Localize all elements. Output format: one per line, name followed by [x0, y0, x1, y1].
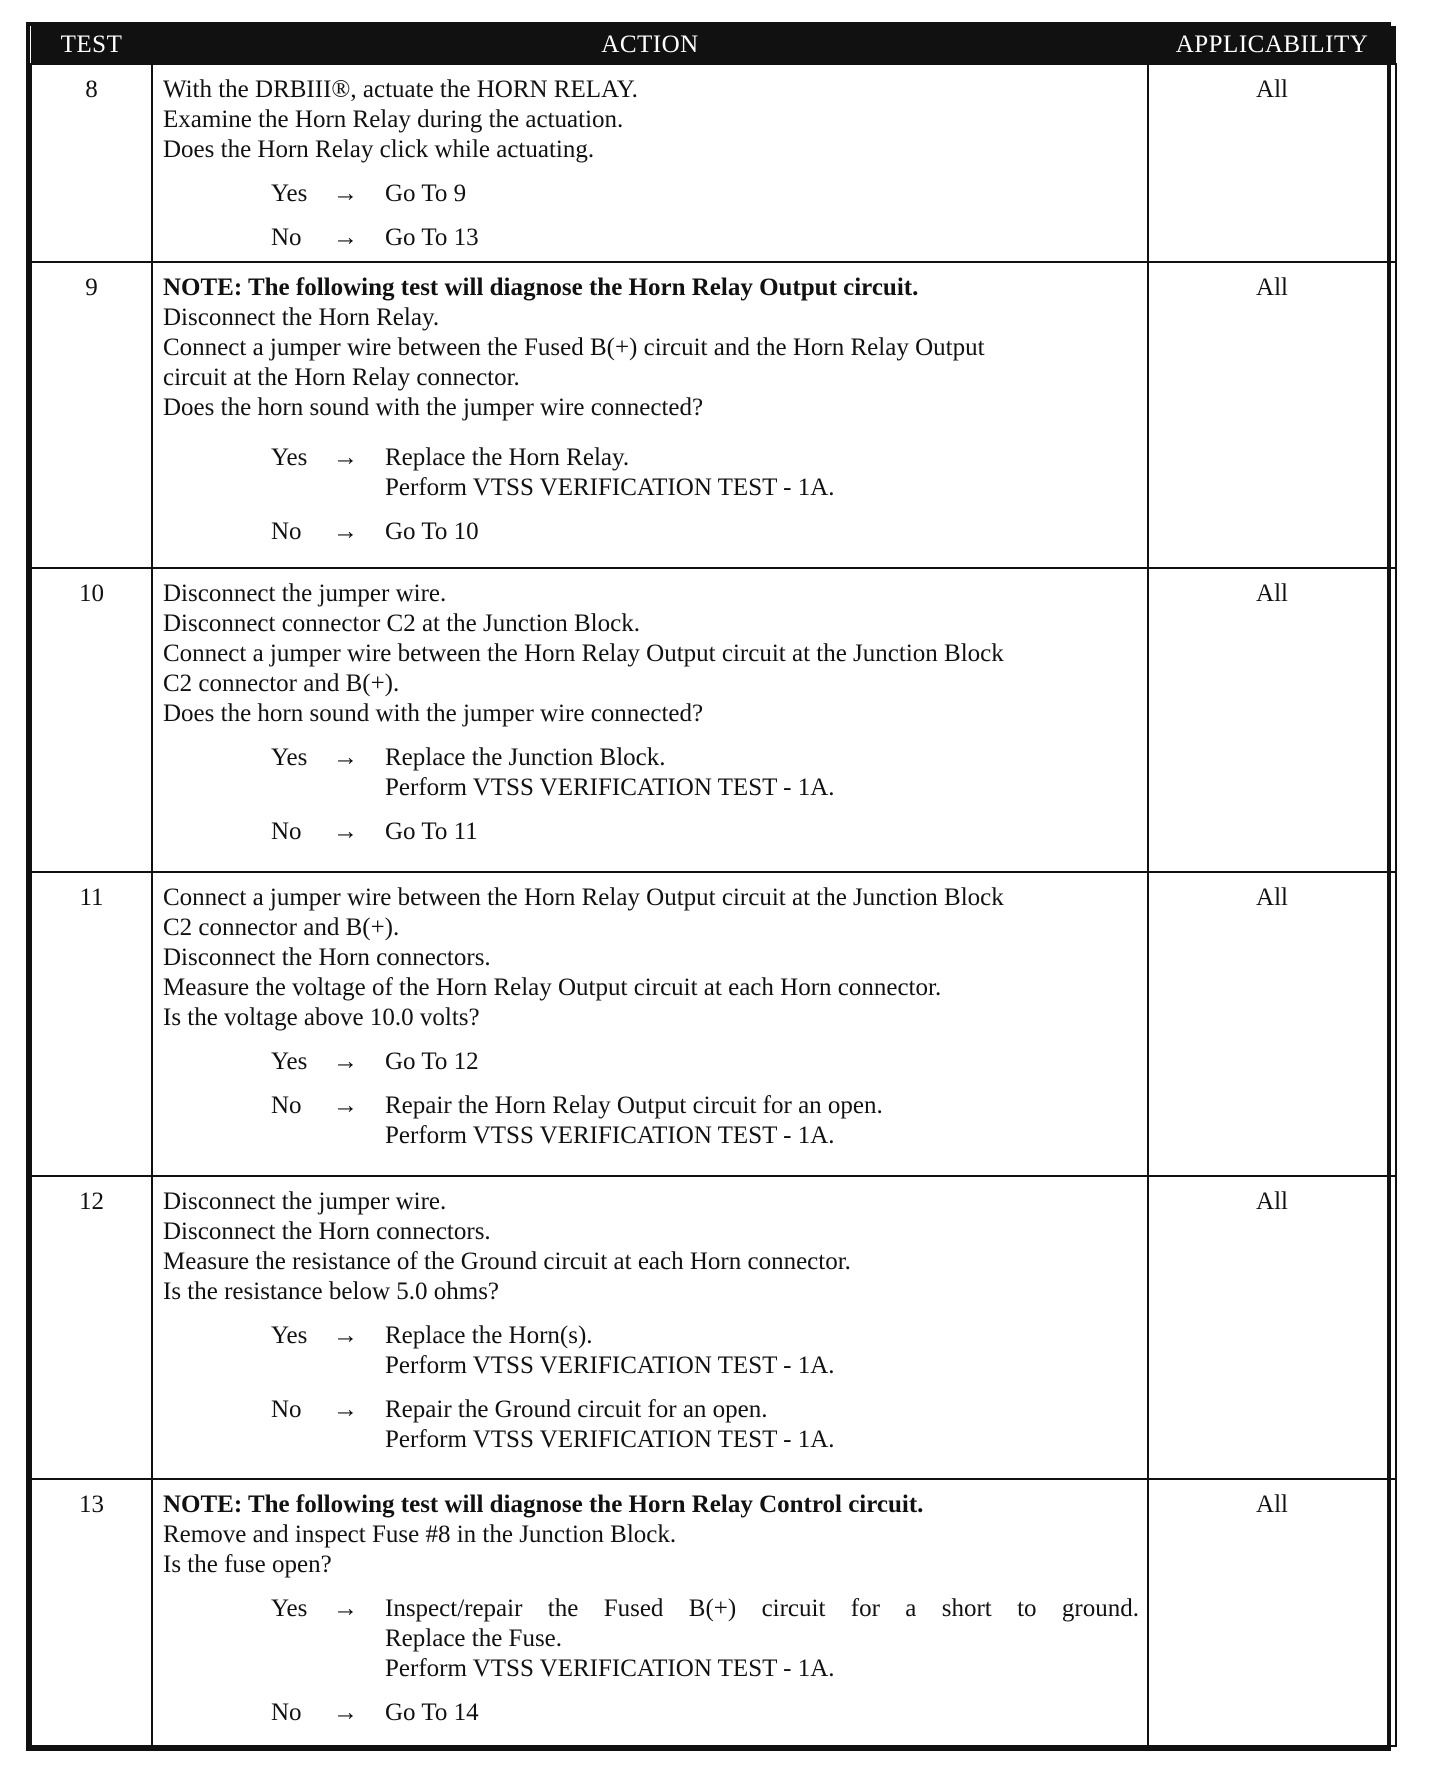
result-line: Go To 14	[385, 1699, 479, 1726]
action-line: Is the resistance below 5.0 ohms?	[163, 1278, 500, 1305]
no-result	[385, 517, 1139, 547]
no-outcome	[163, 1698, 1139, 1728]
yes-outcome	[163, 1047, 1139, 1077]
test-number: 8	[31, 64, 152, 262]
action-line: Disconnect the jumper wire.	[163, 1188, 447, 1215]
no-label: No	[271, 1092, 302, 1119]
result-line: Replace the Horn(s).	[385, 1322, 593, 1349]
note-line: NOTE: The following test will diagnose the Horn Relay Control circuit.	[163, 1491, 924, 1518]
no-outcome	[163, 517, 1139, 547]
test-number: 12	[31, 1176, 152, 1479]
result-line: Perform VTSS VERIFICATION TEST - 1A.	[385, 1352, 835, 1379]
no-result	[385, 817, 1139, 847]
yes-outcome	[163, 179, 1139, 209]
diagnostic-table	[30, 26, 1397, 1747]
action-line: Examine the Horn Relay during the actuation.	[163, 106, 624, 133]
action-line: Remove and inspect Fuse #8 in the Junction Block.	[163, 1521, 677, 1548]
result-line: Replace the Horn Relay.	[385, 444, 630, 471]
action-line: Measure the voltage of the Horn Relay Output circuit at each Horn connector.	[163, 974, 942, 1001]
action-line: Disconnect connector C2 at the Junction Block.	[163, 610, 640, 637]
test-row-10	[31, 568, 1396, 872]
action-line: Connect a jumper wire between the Horn Relay Output circuit at the Junction Block	[163, 640, 1004, 667]
action-cell	[152, 872, 1148, 1176]
table-header-row	[31, 26, 1396, 64]
arrow-right-icon: →	[333, 518, 358, 545]
arrow-right-icon: →	[333, 818, 358, 845]
no-label: No	[271, 1396, 302, 1423]
result-line: Go To 13	[385, 224, 479, 251]
applicability-value: All	[1148, 1176, 1396, 1479]
note-line: NOTE: The following test will diagnose the Horn Relay Output circuit.	[163, 274, 919, 301]
yes-result	[385, 1594, 1139, 1684]
yes-outcome	[163, 743, 1139, 803]
arrow-right-icon: →	[333, 1595, 358, 1622]
header-applicability: APPLICABILITY	[1148, 26, 1396, 64]
arrow-right-icon: →	[333, 224, 358, 251]
arrow-right-icon: →	[333, 1322, 358, 1349]
action-line: circuit at the Horn Relay connector.	[163, 364, 520, 391]
action-line: Disconnect the Horn connectors.	[163, 1218, 491, 1245]
no-label: No	[271, 1699, 302, 1726]
result-line: Perform VTSS VERIFICATION TEST - 1A.	[385, 774, 835, 801]
no-result	[385, 1091, 1139, 1151]
yes-result	[385, 443, 1139, 503]
test-number: 9	[31, 262, 152, 568]
test-row-11	[31, 872, 1396, 1176]
action-line: With the DRBIII®, actuate the HORN RELAY.	[163, 76, 638, 103]
action-line: Disconnect the jumper wire.	[163, 580, 447, 607]
yes-label: Yes	[271, 1595, 308, 1622]
arrow-right-icon: →	[333, 1092, 358, 1119]
test-row-8	[31, 64, 1396, 262]
yes-outcome	[163, 443, 1139, 503]
header-action: ACTION	[152, 26, 1148, 64]
result-line: Go To 11	[385, 818, 478, 845]
arrow-right-icon: →	[333, 444, 358, 471]
test-number: 10	[31, 568, 152, 872]
yes-result	[385, 743, 1139, 803]
yes-result	[385, 179, 1139, 209]
no-label: No	[271, 224, 302, 251]
no-outcome	[163, 223, 1139, 253]
applicability-value: All	[1148, 64, 1396, 262]
diagnostic-sheet	[26, 22, 1391, 1751]
action-line: C2 connector and B(+).	[163, 670, 400, 697]
action-line: Does the horn sound with the jumper wire connected?	[163, 700, 704, 727]
no-result	[385, 1395, 1139, 1455]
action-line: Is the voltage above 10.0 volts?	[163, 1004, 480, 1031]
action-line: Does the Horn Relay click while actuating.	[163, 136, 595, 163]
action-cell	[152, 1479, 1148, 1746]
yes-label: Yes	[271, 180, 308, 207]
action-line: Disconnect the Horn Relay.	[163, 304, 440, 331]
yes-label: Yes	[271, 744, 308, 771]
no-outcome	[163, 817, 1139, 847]
result-line: Perform VTSS VERIFICATION TEST - 1A.	[385, 474, 835, 501]
action-line: Disconnect the Horn connectors.	[163, 944, 491, 971]
no-outcome	[163, 1091, 1139, 1151]
action-line: Measure the resistance of the Ground circuit at each Horn connector.	[163, 1248, 851, 1275]
yes-result	[385, 1321, 1139, 1381]
no-result	[385, 223, 1139, 253]
action-line: Does the horn sound with the jumper wire connected?	[163, 394, 704, 421]
result-line: Perform VTSS VERIFICATION TEST - 1A.	[385, 1122, 835, 1149]
result-line: Replace the Junction Block.	[385, 744, 666, 771]
no-outcome	[163, 1395, 1139, 1455]
yes-result	[385, 1047, 1139, 1077]
no-result	[385, 1698, 1139, 1728]
test-number: 13	[31, 1479, 152, 1746]
result-line: Inspect/repair the Fused B(+) circuit for a short to ground.	[385, 1595, 1139, 1622]
action-line: C2 connector and B(+).	[163, 914, 400, 941]
action-line: Connect a jumper wire between the Fused B(+) circuit and the Horn Relay Output	[163, 334, 985, 361]
applicability-value: All	[1148, 1479, 1396, 1746]
header-test: TEST	[31, 26, 152, 64]
applicability-value: All	[1148, 568, 1396, 872]
applicability-value: All	[1148, 872, 1396, 1176]
action-cell	[152, 262, 1148, 568]
action-cell	[152, 1176, 1148, 1479]
arrow-right-icon: →	[333, 1699, 358, 1726]
yes-outcome	[163, 1321, 1139, 1381]
result-line: Perform VTSS VERIFICATION TEST - 1A.	[385, 1655, 835, 1682]
no-label: No	[271, 518, 302, 545]
action-cell	[152, 64, 1148, 262]
yes-label: Yes	[271, 1048, 308, 1075]
yes-label: Yes	[271, 444, 308, 471]
result-line: Go To 10	[385, 518, 479, 545]
yes-outcome	[163, 1594, 1139, 1684]
result-line: Perform VTSS VERIFICATION TEST - 1A.	[385, 1426, 835, 1453]
action-line: Is the fuse open?	[163, 1551, 332, 1578]
result-line: Go To 9	[385, 180, 467, 207]
result-line: Replace the Fuse.	[385, 1625, 563, 1652]
result-line: Go To 12	[385, 1048, 479, 1075]
arrow-right-icon: →	[333, 1396, 358, 1423]
arrow-right-icon: →	[333, 1048, 358, 1075]
action-line: Connect a jumper wire between the Horn Relay Output circuit at the Junction Block	[163, 884, 1004, 911]
test-row-12	[31, 1176, 1396, 1479]
no-label: No	[271, 818, 302, 845]
arrow-right-icon: →	[333, 744, 358, 771]
applicability-value: All	[1148, 262, 1396, 568]
action-cell	[152, 568, 1148, 872]
arrow-right-icon: →	[333, 180, 358, 207]
test-row-9	[31, 262, 1396, 568]
test-row-13	[31, 1479, 1396, 1746]
result-line: Repair the Ground circuit for an open.	[385, 1396, 768, 1423]
result-line: Repair the Horn Relay Output circuit for an open.	[385, 1092, 883, 1119]
test-number: 11	[31, 872, 152, 1176]
yes-label: Yes	[271, 1322, 308, 1349]
